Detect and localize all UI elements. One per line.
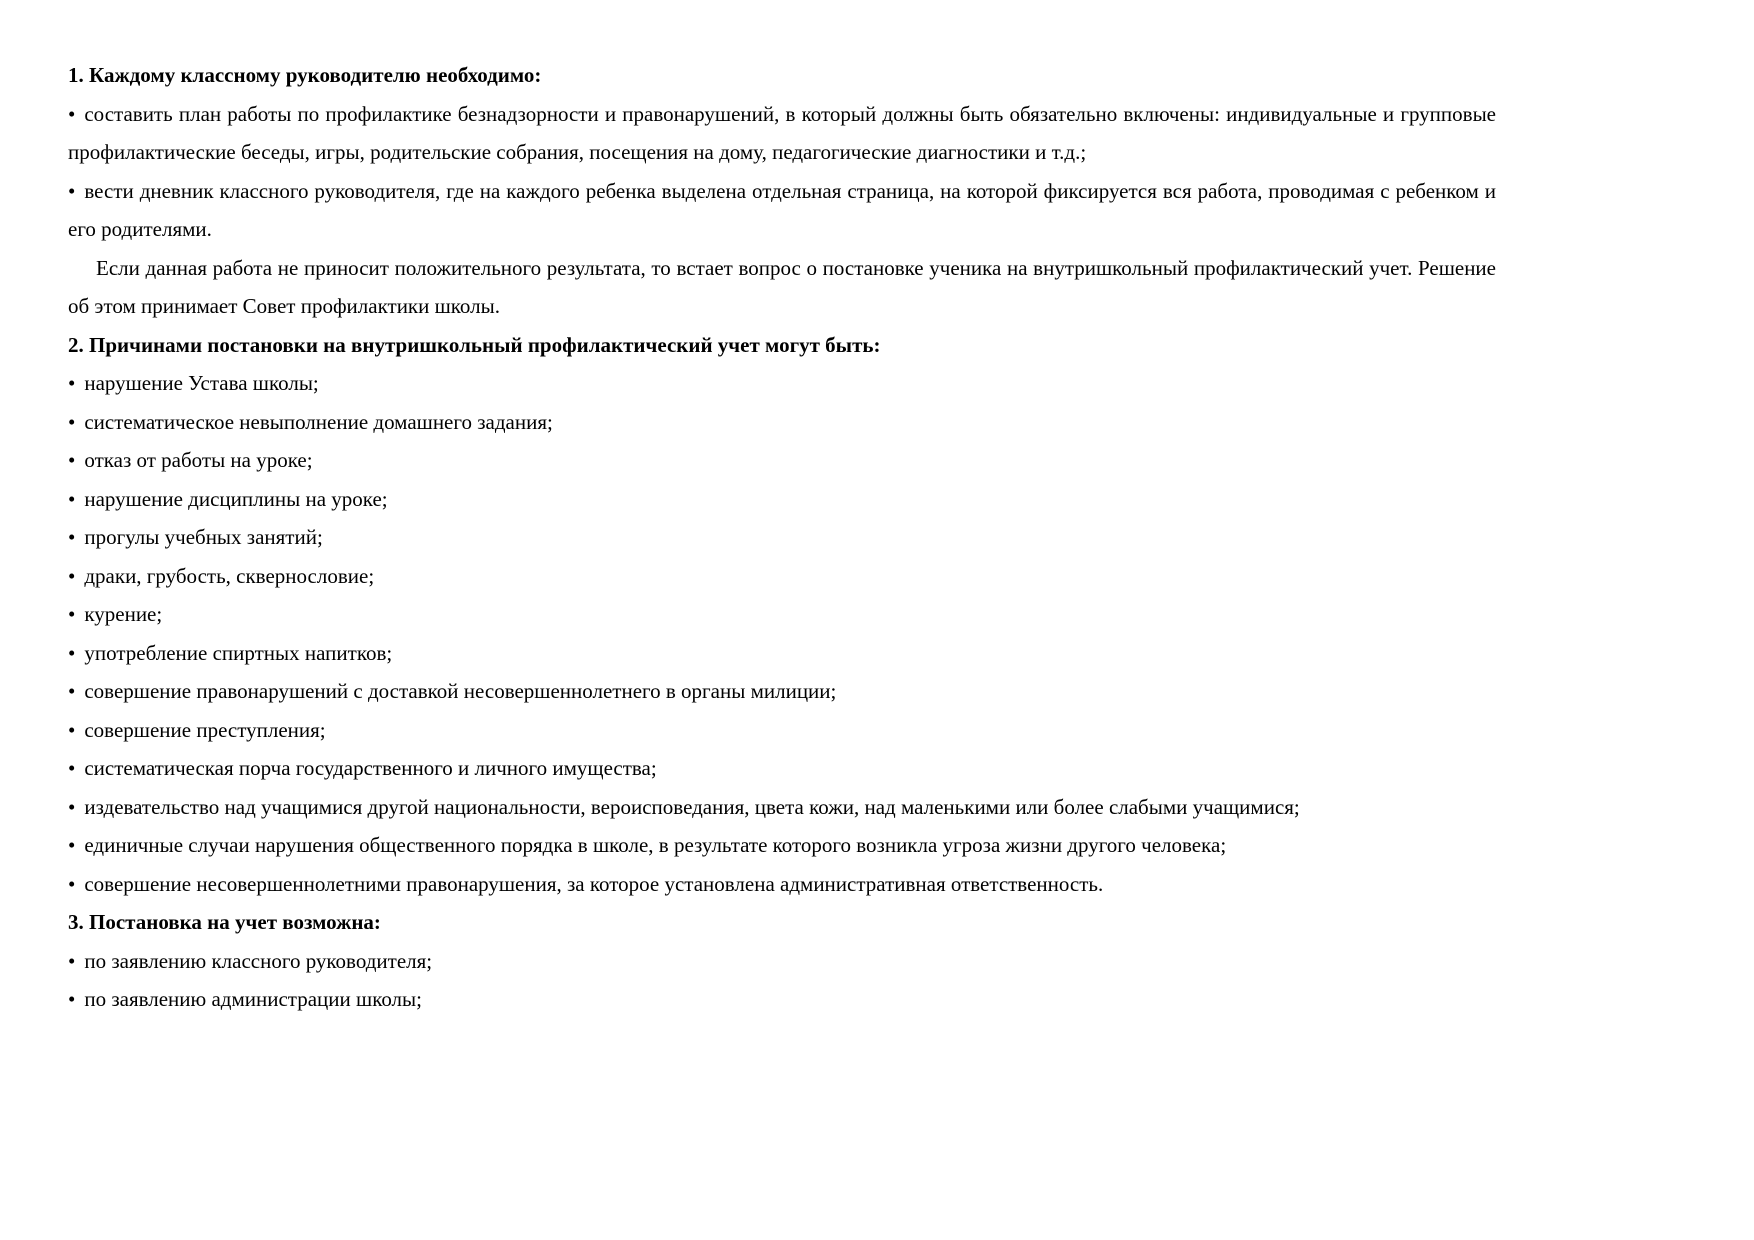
bullet-text: систематическая порча государственного и личного имущества; [84, 756, 657, 780]
bullet-item [68, 364, 1496, 403]
bullet-marker: • [68, 756, 76, 780]
bullet-item [68, 557, 1496, 596]
bullet-item [68, 865, 1496, 904]
bullet-text: совершение правонарушений с доставкой несовершеннолетнего в органы милиции; [84, 679, 837, 703]
bullet-text: по заявлению классного руководителя; [84, 948, 433, 973]
section-3-heading: 3. Постановка на учет возможна: [68, 910, 381, 934]
bullet-marker: • [68, 448, 76, 472]
bullet-item [68, 441, 1496, 480]
bullet-text: систематическое невыполнение домашнего задания; [84, 409, 553, 434]
bullet-marker: • [68, 563, 76, 588]
bullet-item [68, 980, 1496, 1019]
bullet-marker: • [68, 987, 76, 1011]
section-2-heading: 2. Причинами постановки на внутришкольный профилактический учет могут быть: [68, 332, 881, 357]
bullet-text: прогулы учебных занятий; [84, 525, 323, 549]
bullet-marker: • [68, 602, 76, 626]
bullet-text: вести дневник классного руководителя, где на каждого ребенка выделена отдельная страница, на которой фиксируется вся работа, проводимая с ребенком и его родителями. [68, 178, 1496, 241]
bullet-marker: • [68, 178, 76, 203]
bullet-text: совершение преступления; [84, 717, 326, 742]
bullet-marker: • [68, 833, 76, 857]
bullet-item [68, 172, 1496, 249]
bullet-item [68, 595, 1496, 634]
bullet-item [68, 480, 1496, 519]
bullet-text: составить план работы по профилактике безнадзорности и правонарушений, в который должны быть обязательно включены: индивидуальные и групповые профилактические беседы, игры, родительские собрания, посещения на дому, педагогические диагностики и т.д.; [68, 101, 1496, 164]
bullet-marker: • [68, 101, 76, 126]
bullet-marker: • [68, 640, 76, 665]
bullet-text: драки, грубость, сквернословие; [84, 563, 375, 588]
bullet-item [68, 672, 1496, 711]
body-paragraph: Если данная работа не приносит положительного результата, то встает вопрос о постановке ученика на внутришкольный профилактический учет. Решение об этом принимает Совет профилактики школы. [68, 255, 1496, 318]
bullet-text: совершение несовершеннолетними правонарушения, за которое установлена административная ответственность. [84, 871, 1104, 896]
bullet-text: единичные случаи нарушения общественного порядка в школе, в результате которого возникла угроза жизни другого человека; [84, 833, 1227, 857]
bullet-marker: • [68, 371, 76, 395]
bullet-text: употребление спиртных напитков; [84, 640, 393, 665]
bullet-text: по заявлению администрации школы; [84, 987, 422, 1011]
bullet-marker: • [68, 679, 76, 703]
bullet-text: нарушение Устава школы; [84, 371, 319, 395]
bullet-item [68, 788, 1496, 827]
bullet-item [68, 634, 1496, 673]
bullet-text: издевательство над учащимися другой национальности, вероисповедания, цвета кожи, над маленькими или более слабыми учащимися; [84, 794, 1300, 819]
bullet-item [68, 403, 1496, 442]
bullet-item [68, 942, 1496, 981]
bullet-marker: • [68, 486, 76, 511]
bullet-marker: • [68, 717, 76, 742]
bullet-text: отказ от работы на уроке; [84, 448, 313, 472]
bullet-item [68, 826, 1496, 865]
bullet-item [68, 711, 1496, 750]
bullet-marker: • [68, 948, 76, 973]
bullet-marker: • [68, 871, 76, 896]
bullet-item [68, 749, 1496, 788]
bullet-text: нарушение дисциплины на уроке; [84, 486, 388, 511]
bullet-marker: • [68, 525, 76, 549]
bullet-item [68, 518, 1496, 557]
bullet-marker: • [68, 794, 76, 819]
bullet-text: курение; [84, 602, 163, 626]
bullet-item [68, 95, 1496, 172]
bullet-marker: • [68, 409, 76, 434]
section-1-heading: 1. Каждому классному руководителю необходимо: [68, 63, 542, 87]
